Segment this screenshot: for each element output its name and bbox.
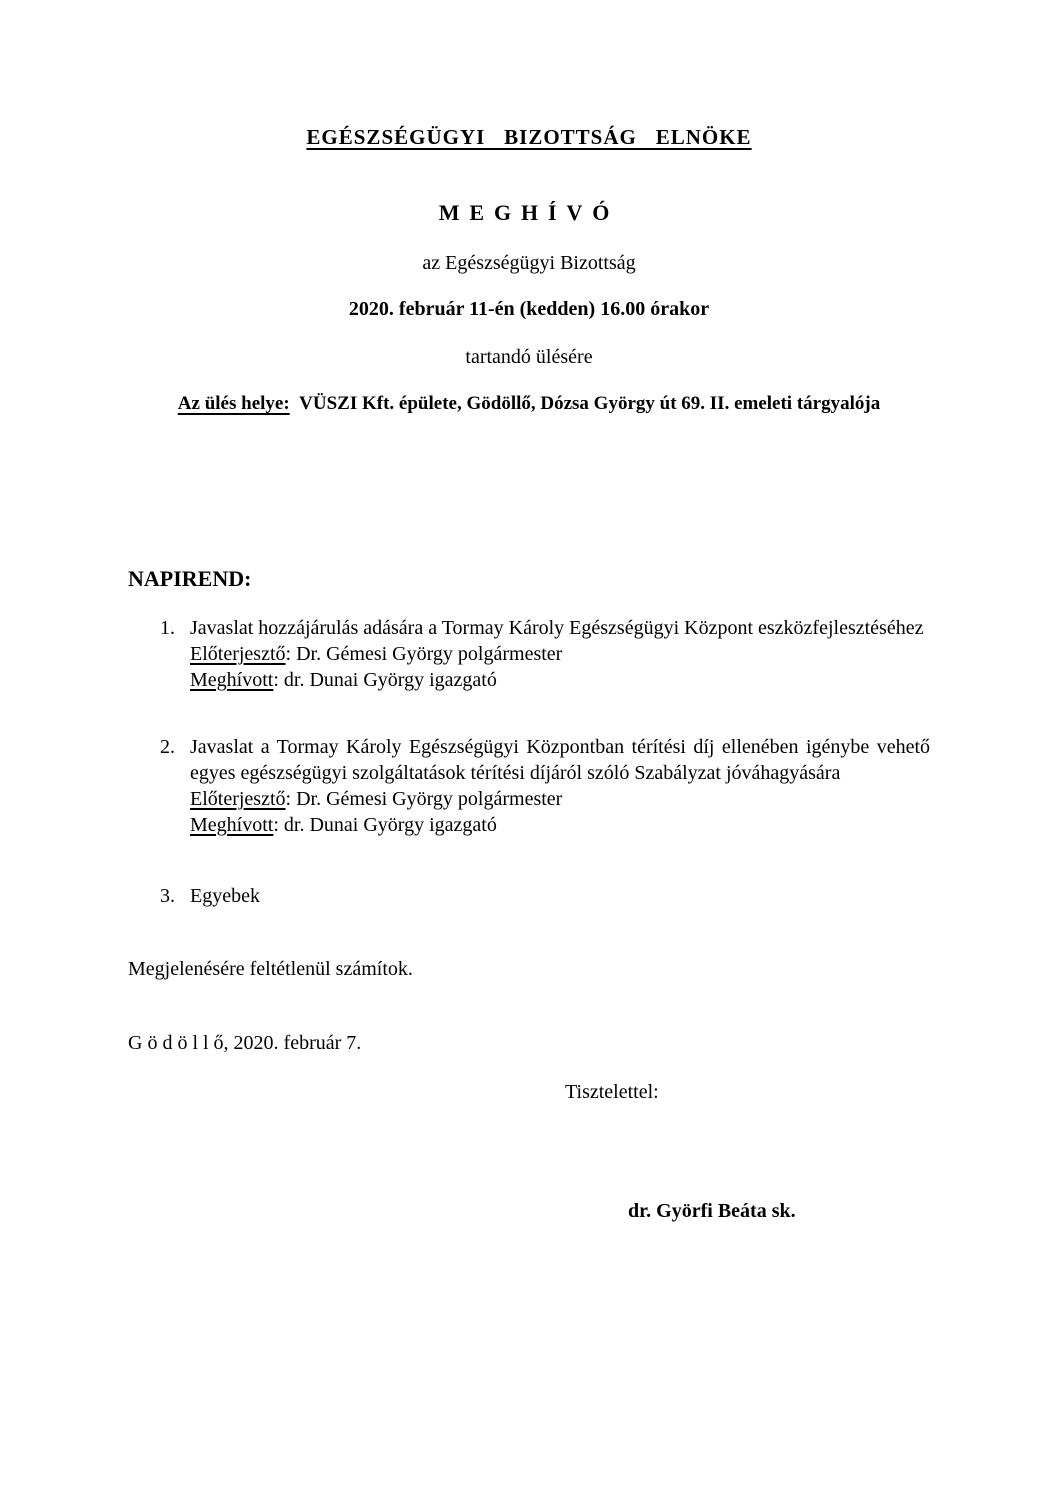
- agenda-item-2-text: Javaslat a Tormay Károly Egészségügyi Központban térítési díj ellenében igénybe vehető egyes egészségügyi szolgáltatások térítési díjáról szóló Szabályzat jóváhagyására: [190, 736, 930, 784]
- agenda-item-1: [128, 615, 930, 693]
- agenda-item-3-text: Egyebek: [190, 885, 260, 907]
- signature-name: dr. Györfi Beáta sk.: [628, 1200, 796, 1222]
- agenda-item-3-body: [190, 883, 930, 909]
- agenda-item-2-number: 2.: [160, 736, 175, 758]
- presenter-label: Előterjesztő: [190, 788, 286, 810]
- agenda-item-1-invitee: [190, 667, 930, 693]
- committee-subtitle: az Egészségügyi Bizottság: [422, 252, 636, 274]
- salutation: Tisztelettel:: [565, 1081, 659, 1103]
- agenda-item-1-number: 1.: [160, 617, 175, 639]
- agenda-item-2-body: [190, 734, 930, 838]
- invitee-value: : dr. Dunai György igazgató: [273, 814, 497, 836]
- agenda-item-3: [128, 883, 930, 909]
- agenda-item-1-presenter: [190, 641, 930, 667]
- meeting-datetime: 2020. február 11-én (kedden) 16.00 órakor: [348, 298, 710, 320]
- agenda-item-2-presenter: [190, 786, 930, 812]
- agenda-item-1-body: [190, 615, 930, 693]
- location-label: Az ülés helye:: [177, 393, 290, 414]
- closing-text: Megjelenésére feltétlenül számítok.: [128, 958, 413, 980]
- presenter-value: : Dr. Gémesi György polgármester: [285, 643, 563, 665]
- meeting-location-line: [128, 391, 930, 416]
- invitee-value: : dr. Dunai György igazgató: [273, 669, 497, 691]
- agenda-heading: NAPIREND:: [128, 566, 252, 591]
- invitee-label: Meghívott: [190, 669, 274, 691]
- agenda-item-3-number: 3.: [160, 885, 175, 907]
- committee-header-text: EGÉSZSÉGÜGYI BIZOTTSÁG ELNÖKE: [306, 125, 752, 149]
- presenter-value: : Dr. Gémesi György polgármester: [285, 788, 563, 810]
- presenter-label: Előterjesztő: [190, 643, 286, 665]
- agenda-item-2-invitee: [190, 812, 930, 838]
- committee-header: [128, 125, 930, 150]
- agenda-item-1-text: Javaslat hozzájárulás adására a Tormay Károly Egészségügyi Központ eszközfejlesztéséhez: [190, 617, 924, 639]
- invitee-label: Meghívott: [190, 814, 274, 836]
- agenda-item-2: [128, 734, 930, 838]
- city-date: G ö d ö l l ő, 2020. február 7.: [128, 1032, 362, 1054]
- location-text: VÜSZI Kft. épülete, Gödöllő, Dózsa György út 69. II. emeleti tárgyalója: [299, 393, 881, 414]
- document-title: MEGHÍVÓ: [438, 200, 620, 225]
- session-text: tartandó ülésére: [465, 346, 593, 368]
